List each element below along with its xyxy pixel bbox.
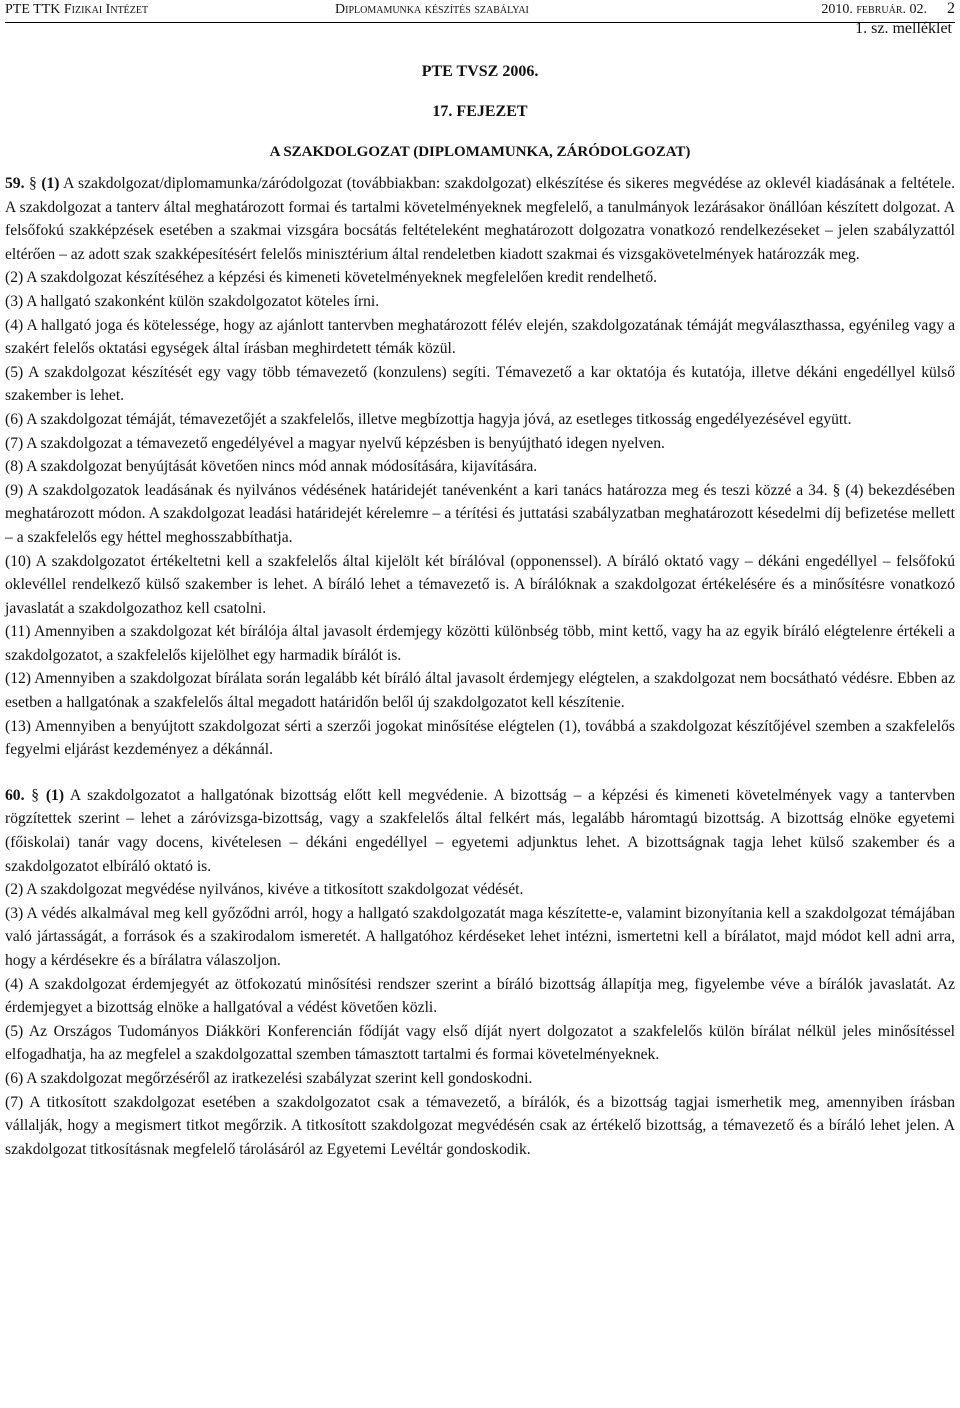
chapter-title: 17. FEJEZET (432, 103, 528, 120)
section-number: 59. (5, 175, 25, 192)
paragraph-59-6: (6) A szakdolgozat témáját, témavezetőjét a szakfelelős, illetve megbízottja hagyja jóvá, az esetleges titkosság engedélyezésével együtt. (5, 410, 852, 428)
paragraph-59-7: (7) A szakdolgozat a témavezető engedélyével a magyar nyelvű képzésben is benyújtható idegen nyelven. (5, 434, 665, 452)
paragraph-60-1: 60. § (1) A szakdolgozatot a hallgatónak bizottság előtt kell megvédenie. A bizottság – a képzési és kimeneti követelmények vagy a tantervben rögzítettek szerint – lehet a záróvizsga-bizottság, vagy a szakfelelős által felkért más, legalább háromtagú bizottság. A bizottság elnöke egyetemi (főiskolai) tanár vagy docens, kivételesen – dékáni engedéllyel – egyetemi adjunktus lehet. A bizottságnak tagja lehet külső szakember és a szakdolgozatot elbíráló oktató is. (5, 786, 956, 875)
document-body (5, 172, 955, 1161)
annex-label: 1. sz. melléklet (855, 20, 952, 37)
paragraph-59-11: (11) Amennyiben a szakdolgozat két bírálója által javasolt érdemjegy közötti különbség több, mint kettő, vagy ha az egyik bíráló elégtelenre értékeli a szakdolgozatot, a szakfelelős kijelölhet egy harmadik bírálót is. (5, 623, 955, 664)
paragraph-text: A szakdolgozatot a hallgatónak bizottság előtt kell megvédenie. A bizottság – a képzési és kimeneti követelmények vagy a tantervben rögzítettek szerint – lehet a záróvizsga-bizottság, vagy a szakfelelős által felkért más, legalább háromtagú bizottság. A bizottság elnöke egyetemi (főiskolai) tanár vagy docens, kivételesen – dékáni engedéllyel – egyetemi adjunktus lehet. A bizottságnak tagja lehet külső szakember és a szakdolgozatot elbíráló oktató is. (5, 786, 956, 875)
header-institute: PTE TTK Fizikai Intézet (5, 2, 149, 17)
paragraph-marker: (1) (41, 175, 60, 192)
paragraph-60-6: (6) A szakdolgozat megőrzéséről az iratkezelési szabályzat szerint kell gondoskodni. (5, 1069, 533, 1087)
paragraph-60-2: (2) A szakdolgozat megvédése nyilvános, kivéve a titkosított szakdolgozat védését. (5, 881, 524, 899)
paragraph-59-3: (3) A hallgató szakonként külön szakdolgozatot köteles írni. (5, 292, 380, 310)
paragraph-60-3: (3) A védés alkalmával meg kell győződni arról, hogy a hallgató szakdolgozatát maga készítette-e, valamint bizonyítania kell a szakdolgozat témájában való jártasságát, a források és a szakirodalom ismeretét. A hallgatóhoz kérdéseket lehet intézni, ismertetni kell a bírálatot, majd módot kell adni arra, hogy a kérdésekre és a bírálatra válaszoljon. (5, 904, 955, 969)
paragraph-59-12: (12) Amennyiben a szakdolgozat bírálata során legalább két bíráló által javasolt érdemjegy elégtelen, a szakdolgozat nem bocsátható védésre. Ebben az esetben a hallgatónak a szakfelelős által megadott határidőn belől új szakdolgozatot kell készítenie. (5, 670, 955, 712)
paragraph-59-9: (9) A szakdolgozatok leadásának és nyilvános védésének határidejét tanévenként a kari tanács határozza meg és teszi közzé a 34. § (4) bekezdésében meghatározott módon. A szakdolgozat leadási határidejét kérelemre – a térítési és juttatási szabályzatban meghatározott késedelmi díj befizetése mellett – a szakfelelős egy héttel meghosszabbíthatja. (5, 481, 955, 546)
paragraph-text: A szakdolgozat/diplomamunka/záródolgozat (továbbiakban: szakdolgozat) elkészítése és sikeres megvédése az oklevél kiadásának a feltétele. A szakdolgozat a tanterv által meghatározott formai és tartalmi követelményeknek megfelelő, a tanulmányok lezárásakor önállóan készített dolgozat. A felsőfokú szakképzések esetében a szakmai vizsgára bocsátás feltételeként meghatározott dolgozatra vonatkozó rendelkezéseket – jelen szabályzattól eltérően – az adott szak szakképesítésért felelős minisztérium által rendeletben kiadott szakmai és vizsgakövetelmények határozzák meg. (5, 175, 956, 263)
paragraph-60-5: (5) Az Országos Tudományos Diákköri Konferencián fődíját vagy első díját nyert dolgozatot a szakfelelős külön bírálat nélkül jeles minősítéssel elfogadhatja, ha az megfelel a szakdolgozattal szemben támasztott tartalmi és formai követelményeknek. (5, 1022, 955, 1064)
header-page-number: 2 (947, 0, 955, 17)
paragraph-59-4: (4) A hallgató joga és kötelessége, hogy az ajánlott tantervben meghatározott félév elején, szakdolgozatának témáját megválaszthassa, egyénileg vagy a szakért felelős oktatási egységek által írásban meghirdetett témák közül. (5, 316, 955, 358)
paragraph-59-1: 59. § (1) A szakdolgozat/diplomamunka/záródolgozat (továbbiakban: szakdolgozat) elkészítése és sikeres megvédése az oklevél kiadásának a feltétele. A szakdolgozat a tanterv által meghatározott formai és tartalmi követelményeknek megfelelő, a tanulmányok lezárásakor önállóan készített dolgozat. A felsőfokú szakképzések esetében a szakmai vizsgára bocsátás feltételeként meghatározott dolgozatra vonatkozó rendelkezéseket – jelen szabályzattól eltérően – az adott szak szakképesítésért felelős minisztérium által rendeletben kiadott szakmai és vizsgakövetelmények határozzák meg. (5, 175, 956, 263)
paragraph-59-10: (10) A szakdolgozatot értékeltetni kell a szakfelelős által kijelölt két bírálóval (opponenssel). A bíráló oktató vagy – dékáni engedéllyel – felsőfokú oklevéllel rendelkező külső szakember is lehet. A bíráló lehet a témavezető is. A bírálóknak a szakdolgozat értékelésére és a minősítésre vonatkozó javaslatát a szakdolgozathoz kell csatolni. (5, 552, 955, 617)
paragraph-59-5: (5) A szakdolgozat készítését egy vagy több témavezető (konzulens) segíti. Témavezető a kar oktatója és kutatója, illetve dékáni engedéllyel külső szakember is lehet. (5, 363, 955, 405)
paragraph-59-8: (8) A szakdolgozat benyújtását követően nincs mód annak módosítására, kijavítására. (5, 458, 538, 476)
paragraph-60-7: (7) A titkosított szakdolgozat esetében a szakdolgozatot csak a témavezető, a bírálók, és a bizottság tagjai ismerhetik meg, amennyiben írásban vállalják, hogy a megismert titkot megőrzik. A titkosított szakdolgozat megvédésén csak az értékelő bizottság, a témavezető és a bíráló lehet jelen. A szakdolgozat titkosításnak megfelelő tárolásáról az Egyetemi Levéltár gondoskodik. (5, 1093, 955, 1158)
section-number: 60. (5, 786, 25, 804)
running-header (5, 0, 955, 23)
paragraph-59-2: (2) A szakdolgozat készítéséhez a képzési és kimeneti követelményeknek megfelelően kredit rendelhető. (5, 269, 658, 287)
header-date: 2010. február. 02. (821, 2, 927, 17)
paragraph-marker: (1) (45, 786, 65, 804)
regulation-title: PTE TVSZ 2006. (421, 63, 539, 80)
chapter-subtitle: A SZAKDOLGOZAT (DIPLOMAMUNKA, ZÁRÓDOLGOZAT) (269, 144, 691, 160)
header-document-title: Diplomamunka készítés szabályai (335, 2, 529, 17)
paragraph-60-4: (4) A szakdolgozat érdemjegyét az ötfokozatú minősítési rendszer szerint a bíráló bizottság állapítja meg, figyelembe véve a bírálók javaslatát. Az érdemjegyet a bizottság elnöke a hallgatóval a védést követően közli. (5, 975, 955, 1017)
paragraph-59-13: (13) Amennyiben a benyújtott szakdolgozat sérti a szerzői jogokat minősítése elégtelen (1), továbbá a szakdolgozat készítőjével szemben a szakfelelős fegyelmi eljárást kezdeményez a dékánnál. (5, 717, 955, 759)
